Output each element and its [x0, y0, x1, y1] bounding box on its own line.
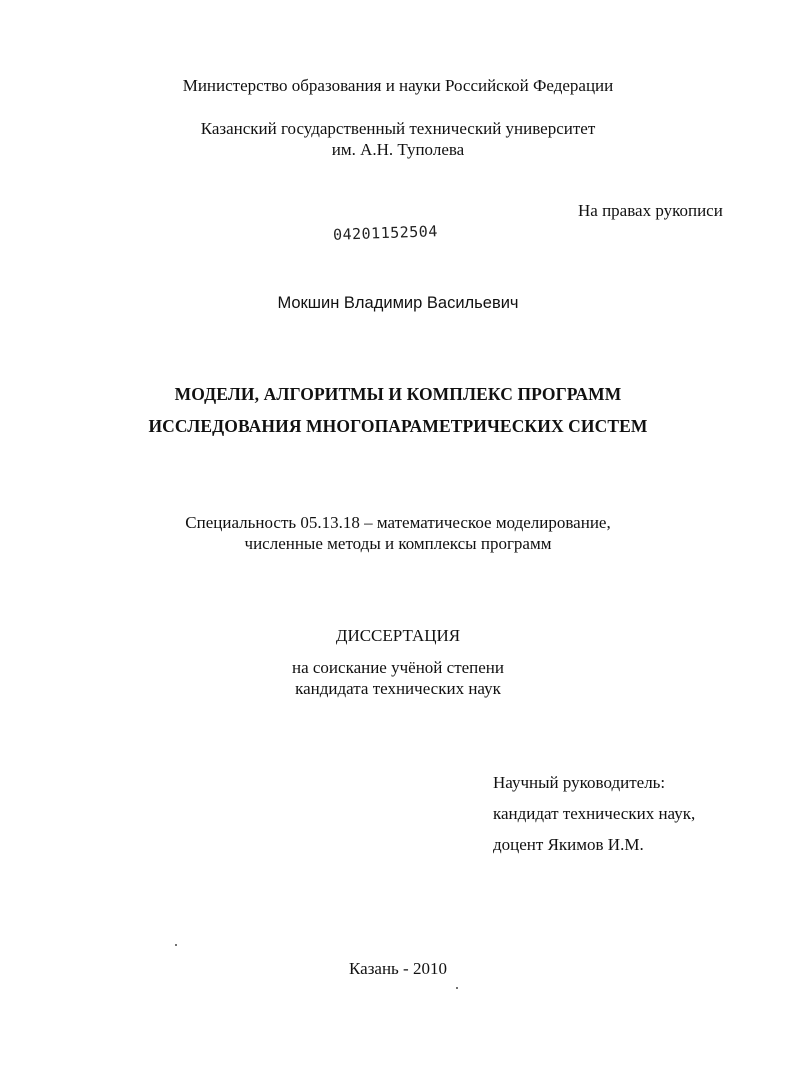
university-line-1: Казанский государственный технический университет: [200, 119, 596, 138]
author-name: Мокшин Владимир Васильевич: [277, 294, 519, 312]
catalog-stamp: 04201152504: [332, 222, 439, 244]
university-line-2: им. А.Н. Туполева: [331, 140, 465, 159]
dissertation-heading: ДИССЕРТАЦИЯ: [335, 626, 461, 645]
degree-line-2: кандидата технических наук: [295, 679, 501, 698]
specialty-line-2: численные методы и комплексы программ: [244, 534, 552, 553]
manuscript-rights: На правах рукописи: [578, 201, 723, 220]
ministry-line: Министерство образования и науки Российской Федерации: [182, 76, 614, 95]
scan-speck: [175, 944, 177, 946]
specialty-line-1: Специальность 05.13.18 – математическое моделирование,: [185, 513, 611, 532]
thesis-title-line-1: МОДЕЛИ, АЛГОРИТМЫ И КОМПЛЕКС ПРОГРАММ: [174, 384, 622, 404]
supervisor-label: Научный руководитель:: [493, 773, 666, 792]
supervisor-degree: кандидат технических наук,: [493, 804, 696, 823]
supervisor-name: доцент Якимов И.М.: [493, 835, 644, 854]
degree-line-1: на соискание учёной степени: [291, 658, 505, 677]
place-year: Казань - 2010: [349, 959, 447, 978]
scan-speck: [456, 987, 458, 989]
thesis-title-line-2: ИССЛЕДОВАНИЯ МНОГОПАРАМЕТРИЧЕСКИХ СИСТЕМ: [148, 416, 648, 436]
